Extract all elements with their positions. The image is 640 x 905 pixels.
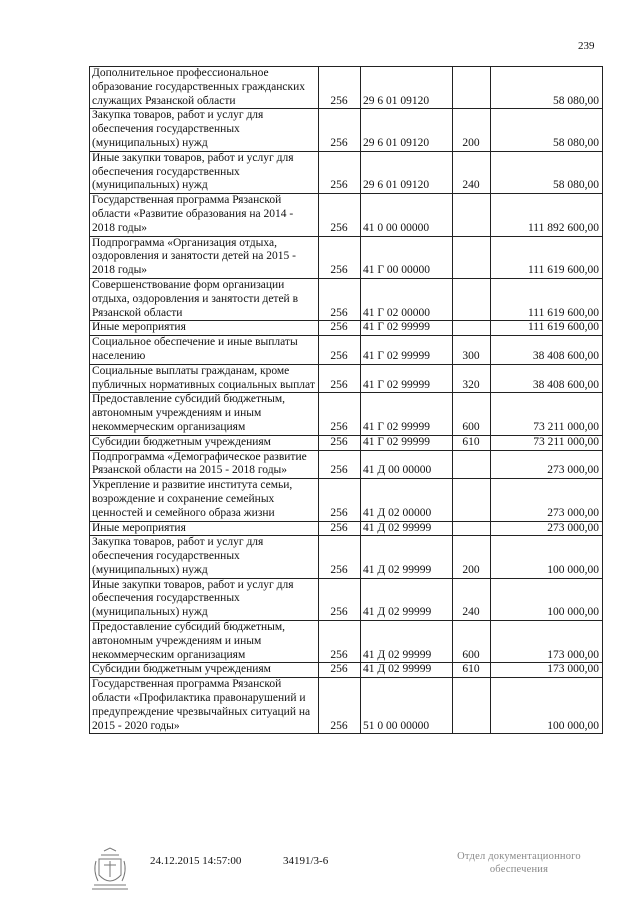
row-name-cell: Иные закупки товаров, работ и услуг для обеспечения государственных (муниципальных) нужд xyxy=(90,151,319,193)
row-vr-code-cell: 600 xyxy=(453,393,491,435)
table-row xyxy=(90,521,603,536)
row-amount-cell: 58 080,00 xyxy=(491,67,603,109)
department-stamp xyxy=(444,850,594,876)
row-name-cell: Субсидии бюджетным учреждениям xyxy=(90,663,319,678)
row-ved-code-cell: 256 xyxy=(319,278,361,320)
row-name-cell: Субсидии бюджетным учреждениям xyxy=(90,435,319,450)
row-vr-code-cell: 600 xyxy=(453,621,491,663)
row-csr-code-cell: 29 6 01 09120 xyxy=(361,67,453,109)
stamp-line-2: обеспечения xyxy=(489,864,549,876)
table-row xyxy=(90,578,603,620)
row-vr-code-cell xyxy=(453,236,491,278)
row-name-cell: Укрепление и развитие института семьи, возрождение и сохранение семейных ценностей и семейного образа жизни xyxy=(90,479,319,521)
table-row xyxy=(90,450,603,479)
row-ved-code-cell: 256 xyxy=(319,435,361,450)
row-name-cell: Подпрограмма «Демографическое развитие Рязанской области на 2015 - 2018 годы» xyxy=(90,450,319,479)
row-csr-code-cell: 41 Д 02 99999 xyxy=(361,578,453,620)
footer-datetime: 24.12.2015 14:57:00 xyxy=(150,855,242,867)
row-ved-code-cell: 256 xyxy=(319,194,361,236)
table-row xyxy=(90,336,603,365)
row-ved-code-cell: 256 xyxy=(319,393,361,435)
row-name-cell: Государственная программа Рязанской области «Развитие образования на 2014 - 2018 годы» xyxy=(90,194,319,236)
row-vr-code-cell: 200 xyxy=(453,109,491,151)
row-ved-code-cell: 256 xyxy=(319,321,361,336)
table-row xyxy=(90,435,603,450)
budget-table-body xyxy=(90,67,603,734)
stamp-line-1: Отдел документационного xyxy=(457,851,581,862)
table-row xyxy=(90,536,603,578)
row-vr-code-cell: 320 xyxy=(453,364,491,393)
row-amount-cell: 73 211 000,00 xyxy=(491,435,603,450)
table-row xyxy=(90,621,603,663)
row-vr-code-cell xyxy=(453,678,491,734)
table-row xyxy=(90,321,603,336)
row-amount-cell: 100 000,00 xyxy=(491,578,603,620)
row-csr-code-cell: 41 Г 00 00000 xyxy=(361,236,453,278)
row-csr-code-cell: 41 Г 02 99999 xyxy=(361,393,453,435)
row-ved-code-cell: 256 xyxy=(319,536,361,578)
row-amount-cell: 100 000,00 xyxy=(491,678,603,734)
row-ved-code-cell: 256 xyxy=(319,109,361,151)
row-vr-code-cell: 300 xyxy=(453,336,491,365)
row-amount-cell: 173 000,00 xyxy=(491,621,603,663)
row-amount-cell: 273 000,00 xyxy=(491,450,603,479)
table-row xyxy=(90,151,603,193)
row-name-cell: Подпрограмма «Организация отдыха, оздоровления и занятости детей на 2015 - 2018 годы» xyxy=(90,236,319,278)
table-row xyxy=(90,236,603,278)
row-ved-code-cell: 256 xyxy=(319,678,361,734)
row-amount-cell: 38 408 600,00 xyxy=(491,336,603,365)
row-amount-cell: 273 000,00 xyxy=(491,521,603,536)
page-number: 239 xyxy=(578,40,595,52)
row-vr-code-cell: 610 xyxy=(453,663,491,678)
row-csr-code-cell: 29 6 01 09120 xyxy=(361,151,453,193)
row-csr-code-cell: 51 0 00 00000 xyxy=(361,678,453,734)
row-amount-cell: 73 211 000,00 xyxy=(491,393,603,435)
row-amount-cell: 58 080,00 xyxy=(491,109,603,151)
row-name-cell: Иные мероприятия xyxy=(90,321,319,336)
table-row xyxy=(90,109,603,151)
budget-table xyxy=(89,66,603,734)
row-amount-cell: 273 000,00 xyxy=(491,479,603,521)
row-vr-code-cell xyxy=(453,67,491,109)
row-vr-code-cell xyxy=(453,521,491,536)
row-amount-cell: 111 892 600,00 xyxy=(491,194,603,236)
row-vr-code-cell: 240 xyxy=(453,151,491,193)
row-csr-code-cell: 41 Д 00 00000 xyxy=(361,450,453,479)
row-name-cell: Социальные выплаты гражданам, кроме публичных нормативных социальных выплат xyxy=(90,364,319,393)
row-vr-code-cell xyxy=(453,321,491,336)
row-csr-code-cell: 29 6 01 09120 xyxy=(361,109,453,151)
row-csr-code-cell: 41 Г 02 99999 xyxy=(361,435,453,450)
row-ved-code-cell: 256 xyxy=(319,479,361,521)
row-amount-cell: 38 408 600,00 xyxy=(491,364,603,393)
row-vr-code-cell xyxy=(453,450,491,479)
row-ved-code-cell: 256 xyxy=(319,236,361,278)
row-ved-code-cell: 256 xyxy=(319,521,361,536)
row-ved-code-cell: 256 xyxy=(319,364,361,393)
row-csr-code-cell: 41 Г 02 99999 xyxy=(361,321,453,336)
row-name-cell: Закупка товаров, работ и услуг для обеспечения государственных (муниципальных) нужд xyxy=(90,536,319,578)
footer-document-id: 34191/3-6 xyxy=(283,855,329,867)
row-csr-code-cell: 41 Д 02 99999 xyxy=(361,536,453,578)
row-name-cell: Предоставление субсидий бюджетным, автономным учреждениям и иным некоммерческим организациям xyxy=(90,621,319,663)
table-row xyxy=(90,393,603,435)
row-name-cell: Совершенствование форм организации отдыха, оздоровления и занятости детей в Рязанской области xyxy=(90,278,319,320)
row-name-cell: Иные мероприятия xyxy=(90,521,319,536)
table-row xyxy=(90,678,603,734)
row-name-cell: Предоставление субсидий бюджетным, автономным учреждениям и иным некоммерческим организациям xyxy=(90,393,319,435)
coat-of-arms-emblem xyxy=(90,847,130,891)
row-name-cell: Государственная программа Рязанской области «Профилактика правонарушений и предупреждение чрезвычайных ситуаций на 2015 - 2020 годы» xyxy=(90,678,319,734)
row-vr-code-cell: 610 xyxy=(453,435,491,450)
table-row xyxy=(90,194,603,236)
row-ved-code-cell: 256 xyxy=(319,336,361,365)
row-csr-code-cell: 41 Д 02 99999 xyxy=(361,663,453,678)
row-csr-code-cell: 41 Г 02 00000 xyxy=(361,278,453,320)
row-name-cell: Иные закупки товаров, работ и услуг для обеспечения государственных (муниципальных) нужд xyxy=(90,578,319,620)
row-amount-cell: 58 080,00 xyxy=(491,151,603,193)
row-name-cell: Социальное обеспечение и иные выплаты населению xyxy=(90,336,319,365)
row-csr-code-cell: 41 Г 02 99999 xyxy=(361,336,453,365)
row-amount-cell: 111 619 600,00 xyxy=(491,278,603,320)
row-ved-code-cell: 256 xyxy=(319,151,361,193)
row-ved-code-cell: 256 xyxy=(319,663,361,678)
row-amount-cell: 111 619 600,00 xyxy=(491,321,603,336)
row-amount-cell: 173 000,00 xyxy=(491,663,603,678)
row-csr-code-cell: 41 0 00 00000 xyxy=(361,194,453,236)
row-csr-code-cell: 41 Д 02 00000 xyxy=(361,479,453,521)
table-row xyxy=(90,663,603,678)
row-amount-cell: 100 000,00 xyxy=(491,536,603,578)
row-amount-cell: 111 619 600,00 xyxy=(491,236,603,278)
table-row xyxy=(90,278,603,320)
row-vr-code-cell xyxy=(453,278,491,320)
table-row xyxy=(90,479,603,521)
row-vr-code-cell: 200 xyxy=(453,536,491,578)
table-row xyxy=(90,364,603,393)
row-ved-code-cell: 256 xyxy=(319,450,361,479)
row-vr-code-cell xyxy=(453,479,491,521)
row-ved-code-cell: 256 xyxy=(319,621,361,663)
row-ved-code-cell: 256 xyxy=(319,578,361,620)
row-name-cell: Дополнительное профессиональное образование государственных гражданских служащих Рязанской области xyxy=(90,67,319,109)
row-csr-code-cell: 41 Г 02 99999 xyxy=(361,364,453,393)
row-name-cell: Закупка товаров, работ и услуг для обеспечения государственных (муниципальных) нужд xyxy=(90,109,319,151)
row-vr-code-cell: 240 xyxy=(453,578,491,620)
row-csr-code-cell: 41 Д 02 99999 xyxy=(361,621,453,663)
row-vr-code-cell xyxy=(453,194,491,236)
row-ved-code-cell: 256 xyxy=(319,67,361,109)
row-csr-code-cell: 41 Д 02 99999 xyxy=(361,521,453,536)
table-row xyxy=(90,67,603,109)
